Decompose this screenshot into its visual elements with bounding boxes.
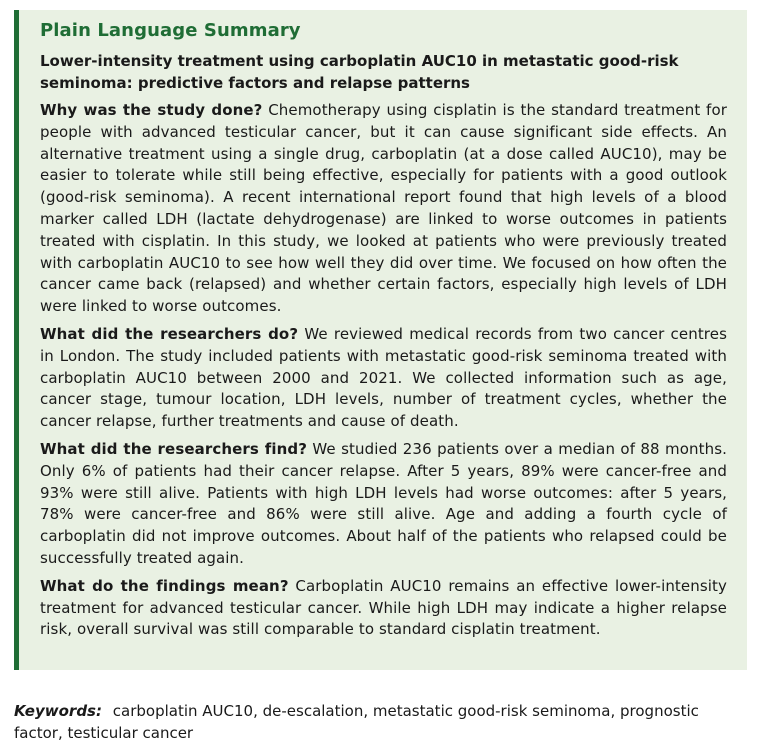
section-question: What do the findings mean?	[40, 576, 289, 595]
section-answer: We studied 236 patients over a median of 88 months. Only 6% of patients had their cancer relapse. After 5 years, 89% were cancer-free and 93% were still alive. Patients with high LDH levels had worse outcomes: after 5 years, 78% were cancer-free and 86% were still alive. Age and adding a fourth cycle of carboplatin did not improve outcomes. About half of the patients who relapsed could be successfully treated again.	[40, 439, 728, 567]
section-question: Why was the study done?	[40, 101, 263, 119]
section-why	[40, 100, 727, 318]
keywords-label: Keywords:	[14, 702, 102, 720]
section-what-did	[40, 324, 727, 433]
summary-subtitle: Lower-intensity treatment using carboplatin AUC10 in metastatic good-risk seminoma: predictive factors and relapse patterns	[40, 52, 679, 92]
section-meaning	[40, 576, 727, 641]
section-answer: Carboplatin AUC10 remains an effective lower-intensity treatment for advanced testicular cancer. While high LDH may indicate a higher relapse risk, overall survival was still comparable to standard cisplatin treatment.	[40, 576, 727, 639]
plain-language-summary-box	[14, 10, 747, 670]
section-answer: Chemotherapy using cisplatin is the standard treatment for people with advanced testicular cancer, but it can cause significant side effects. An alternative treatment using a single drug, carboplatin (at a dose called AUC10), may be easier to tolerate while still being effective, especially for patients with a good outlook (good-risk seminoma). A recent international report found that high levels of a blood marker called LDH (lactate dehydrogenase) are linked to worse outcomes in patients treated with cisplatin. In this study, we looked at patients who were previously treated with carboplatin AUC10 to see how well they did over time. We focused on how often the cancer came back (relapsed) and whether certain factors, especially high levels of LDH were linked to worse outcomes.	[40, 101, 727, 316]
summary-heading: Plain Language Summary	[40, 20, 301, 41]
section-question: What did the researchers do?	[40, 324, 299, 343]
section-findings	[40, 439, 727, 570]
section-question: What did the researchers find?	[40, 439, 308, 458]
keywords-text: carboplatin AUC10, de-escalation, metastatic good-risk seminoma, prognostic factor, testicular cancer	[14, 702, 699, 742]
section-answer: We reviewed medical records from two cancer centres in London. The study included patients with metastatic good-risk seminoma treated with carboplatin AUC10 between 2000 and 2021. We collected information such as age, cancer stage, tumour location, LDH levels, number of treatment cycles, whether the cancer relapse, further treatments and cause of death.	[40, 324, 727, 431]
keywords-line	[14, 700, 749, 744]
